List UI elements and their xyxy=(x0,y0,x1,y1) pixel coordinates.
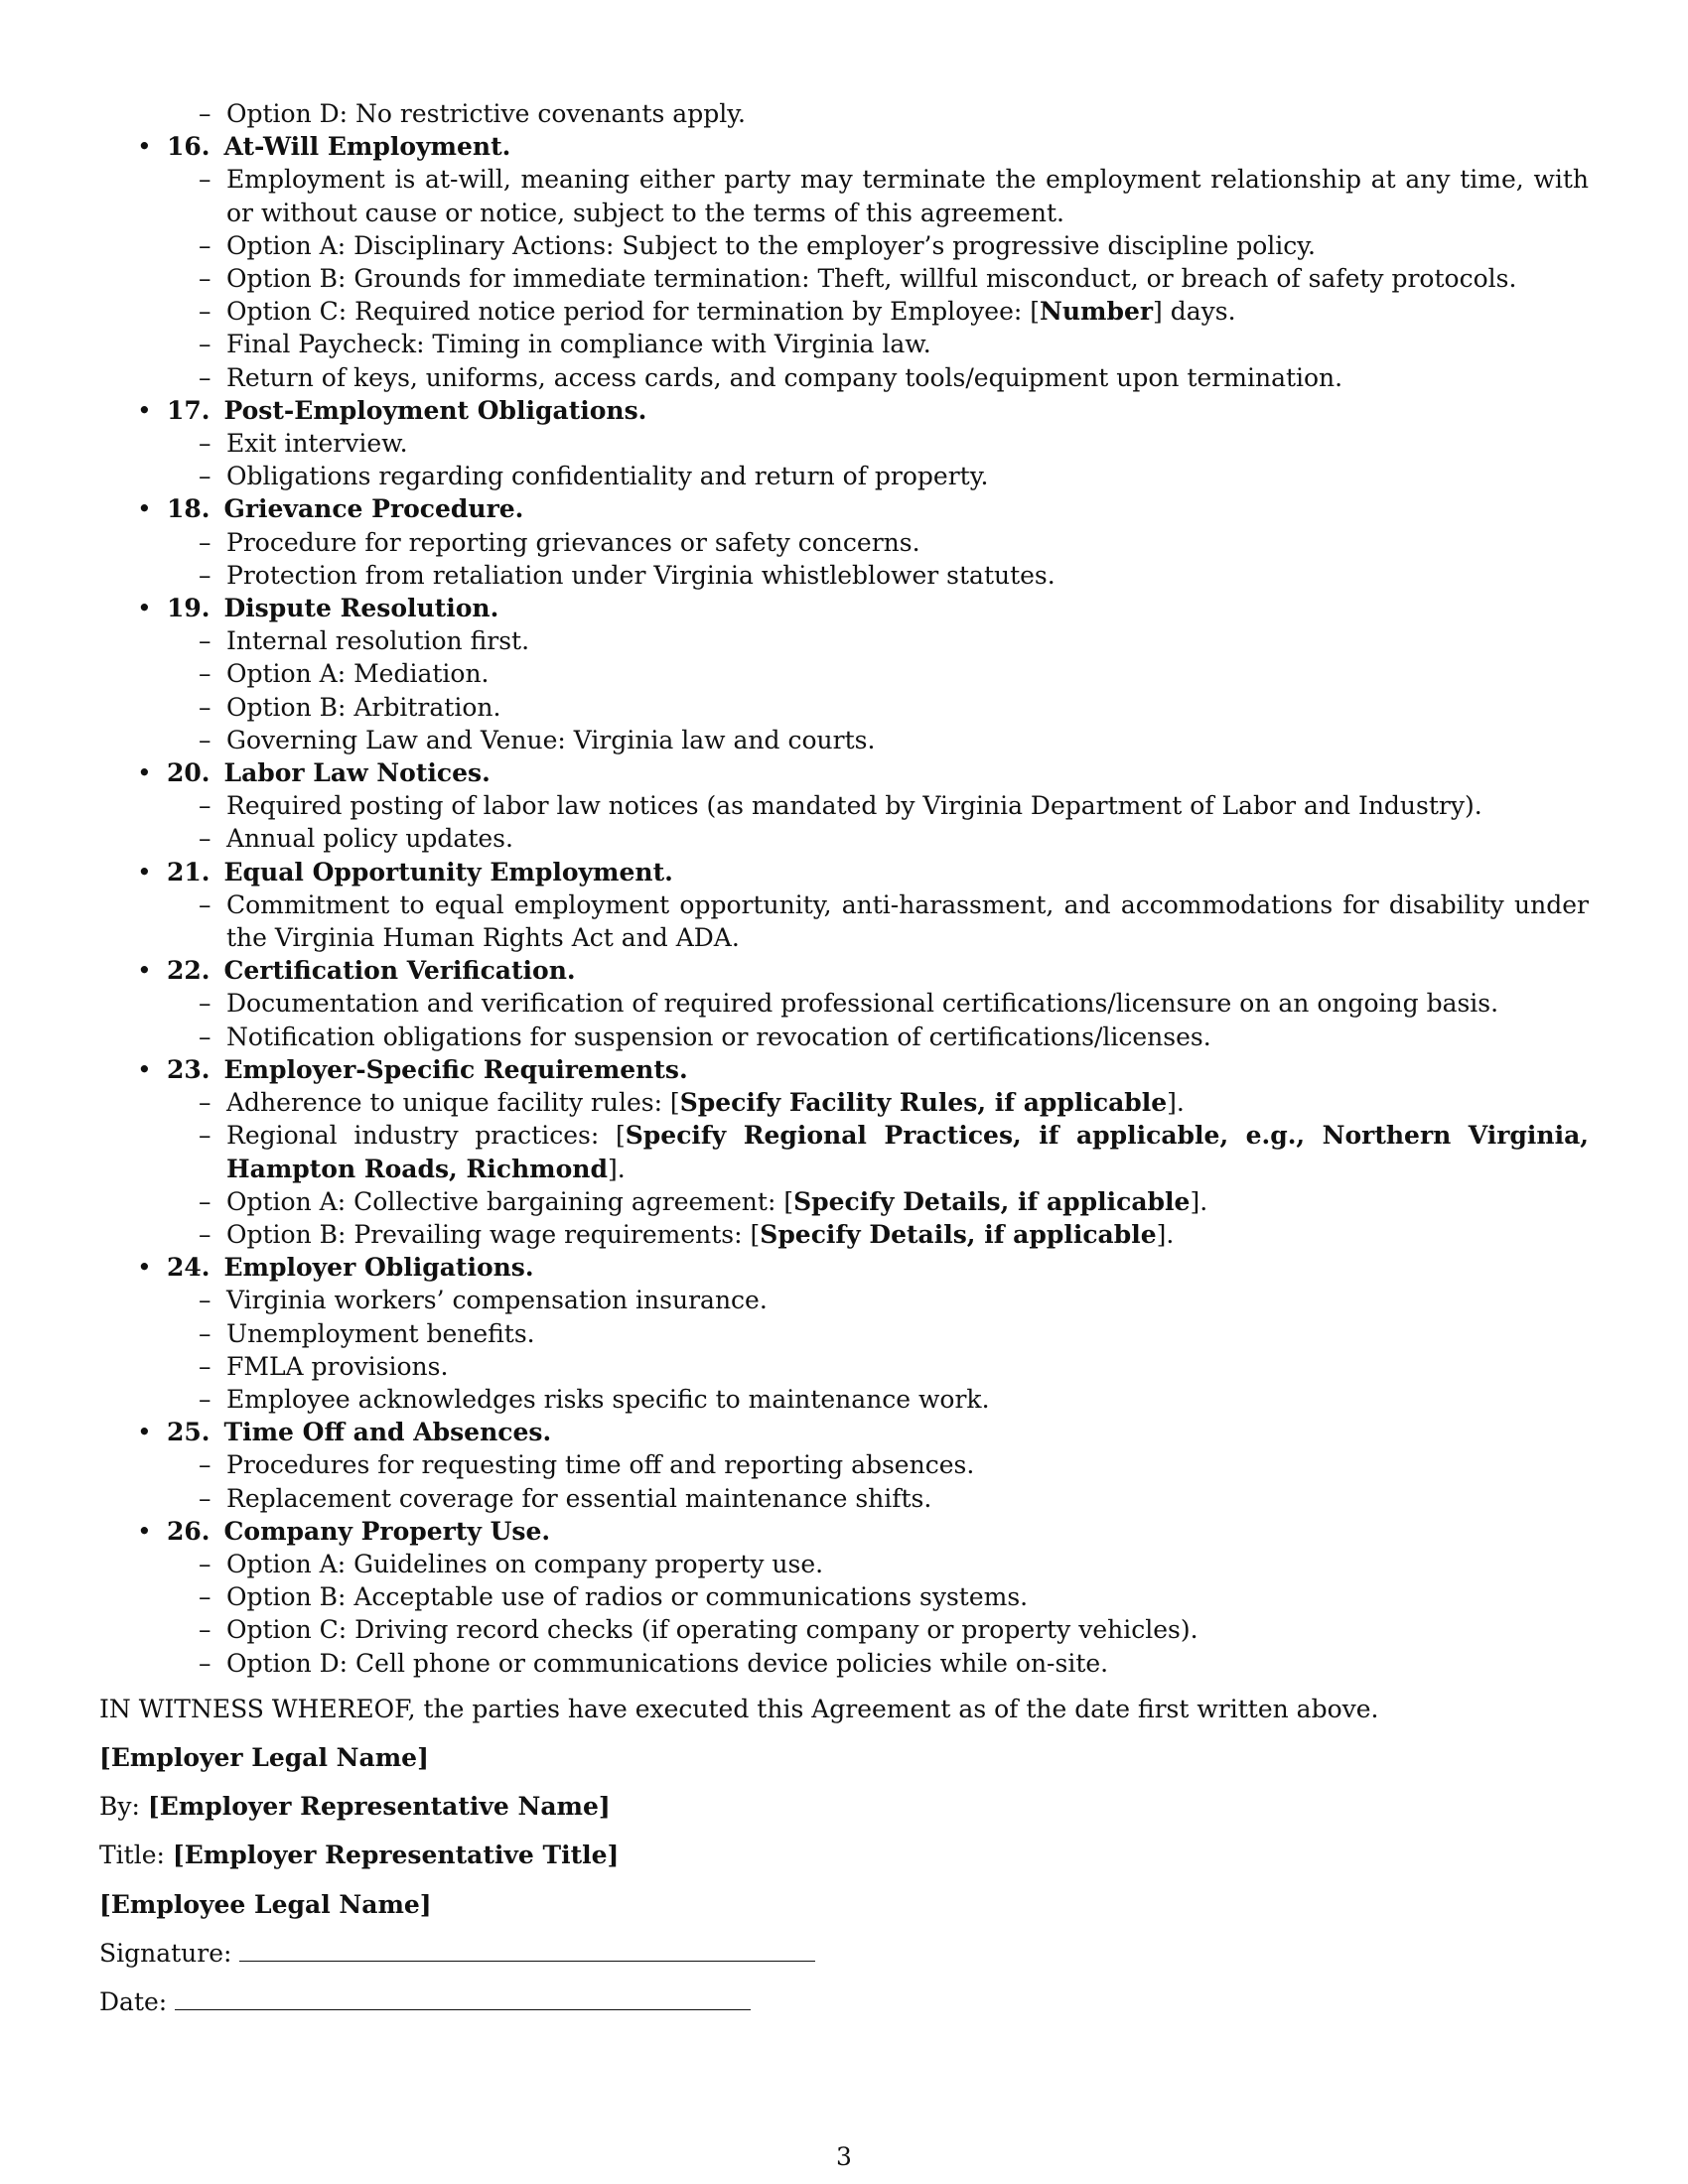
list-item: – Option B: Acceptable use of radios or communications systems. xyxy=(167,1580,1589,1613)
section-number: 24. xyxy=(167,1253,211,1283)
section-heading xyxy=(167,1053,1589,1086)
section-title: Employer-Specific Requirements. xyxy=(223,1054,688,1084)
list-item: – Option D: Cell phone or communications device policies while on-site. xyxy=(167,1647,1589,1680)
section-26 xyxy=(99,1515,1589,1680)
section-items xyxy=(167,526,1589,592)
item-text: Option C: Required notice period for termination by Employee: [ xyxy=(226,297,1040,327)
section-number: 20. xyxy=(167,758,211,788)
section-23 xyxy=(99,1053,1589,1251)
item-text-end: ]. xyxy=(1156,1219,1175,1249)
section-title: Equal Opportunity Employment. xyxy=(223,857,673,887)
section-number: 23. xyxy=(167,1054,211,1084)
section-items xyxy=(167,1086,1589,1251)
placeholder-field: Number xyxy=(1040,297,1154,327)
placeholder-field: Specify Details, if applicable xyxy=(760,1219,1157,1249)
section-number: 17. xyxy=(167,395,211,425)
section-number: 25. xyxy=(167,1418,211,1447)
employer-name: [Employer Legal Name] xyxy=(99,1742,429,1772)
page-number: 3 xyxy=(836,2142,852,2171)
section-22 xyxy=(99,954,1589,1053)
item-text: Adherence to unique facility rules: [ xyxy=(226,1088,680,1118)
section-number: 21. xyxy=(167,857,211,887)
section-items xyxy=(167,789,1589,855)
list-item: – Final Paycheck: Timing in compliance with Virginia law. xyxy=(167,328,1589,360)
section-heading xyxy=(167,130,1589,163)
section-title: Post-Employment Obligations. xyxy=(223,395,647,425)
document-page xyxy=(99,97,1589,2018)
section-heading xyxy=(167,492,1589,525)
item-text: Option B: Prevailing wage requirements: [ xyxy=(226,1219,761,1249)
section-number: 16. xyxy=(167,132,211,162)
list-item: – Option A: Disciplinary Actions: Subject to the employer’s progressive discipline policy. xyxy=(167,229,1589,262)
item-text: Regional industry practices: [ xyxy=(226,1121,626,1151)
witness-block xyxy=(99,1693,1589,2018)
list-item: – Procedures for requesting time off and reporting absences. xyxy=(167,1448,1589,1481)
signature-row xyxy=(99,1937,1589,1970)
list-item: – Employment is at-will, meaning either party may terminate the employment relationship at any time, with or without cause or notice, subject to the terms of this agreement. xyxy=(167,163,1589,228)
list-item: – Option B: Grounds for immediate termination: Theft, willful misconduct, or breach of safety protocols. xyxy=(167,262,1589,295)
section-title: At-Will Employment. xyxy=(223,132,511,162)
section-heading xyxy=(167,756,1589,789)
section-title: Grievance Procedure. xyxy=(223,494,524,524)
section-21 xyxy=(99,856,1589,955)
list-item: – Required posting of labor law notices (as mandated by Virginia Department of Labor and Industry). xyxy=(167,789,1589,822)
section-18 xyxy=(99,492,1589,592)
section-title: Time Off and Absences. xyxy=(223,1418,552,1447)
section-number: 18. xyxy=(167,494,211,524)
placeholder-field: Specify Facility Rules, if applicable xyxy=(679,1088,1168,1118)
witness-statement: IN WITNESS WHEREOF, the parties have executed this Agreement as of the date first written above. xyxy=(99,1694,1379,1723)
section-heading xyxy=(167,394,1589,427)
continuation-item: – Option D: No restrictive covenants apply. xyxy=(99,97,1589,130)
section-heading xyxy=(167,1515,1589,1548)
date-line[interactable] xyxy=(175,1987,751,2010)
section-title: Employer Obligations. xyxy=(223,1253,534,1283)
list-item: – Procedure for reporting grievances or safety concerns. xyxy=(167,526,1589,559)
list-item: – Annual policy updates. xyxy=(167,822,1589,855)
section-20 xyxy=(99,756,1589,856)
list-item: – Unemployment benefits. xyxy=(167,1317,1589,1350)
section-17 xyxy=(99,394,1589,493)
employee-name: [Employee Legal Name] xyxy=(99,1889,432,1919)
title-value: [Employer Representative Title] xyxy=(172,1841,620,1870)
placeholder-field: Specify Details, if applicable xyxy=(793,1186,1191,1216)
section-items xyxy=(167,163,1589,393)
list-item: – Option C: Driving record checks (if operating company or property vehicles). xyxy=(167,1613,1589,1646)
section-title: Dispute Resolution. xyxy=(223,594,499,623)
by-value: [Employer Representative Name] xyxy=(147,1792,611,1822)
section-title: Company Property Use. xyxy=(223,1516,551,1546)
list-item: – Documentation and verification of required professional certifications/licensure on an ongoing basis. xyxy=(167,987,1589,1020)
section-number: 22. xyxy=(167,956,211,986)
employer-representative xyxy=(99,1790,1589,1823)
item-text-end: ] days. xyxy=(1153,297,1236,327)
section-heading xyxy=(167,1416,1589,1448)
date-row xyxy=(99,1985,1589,2018)
section-number: 19. xyxy=(167,594,211,623)
section-items xyxy=(167,1548,1589,1680)
placeholder-field: Specify Regional Practices, if applicable, e.g., Northern Virginia, Hampton Roads, Richmond xyxy=(226,1121,1589,1183)
list-item xyxy=(167,295,1589,328)
list-item: – Governing Law and Venue: Virginia law and courts. xyxy=(167,724,1589,756)
item-text-end: ]. xyxy=(607,1154,626,1183)
list-item: – Option B: Arbitration. xyxy=(167,691,1589,724)
section-items xyxy=(167,888,1589,954)
list-item xyxy=(167,1119,1589,1184)
list-item: – Commitment to equal employment opportunity, anti-harassment, and accommodations for disability under the Virginia Human Rights Act and ADA. xyxy=(167,888,1589,954)
list-item: – Notification obligations for suspension or revocation of certifications/licenses. xyxy=(167,1021,1589,1053)
list-item xyxy=(167,1086,1589,1119)
list-item: – Protection from retaliation under Virginia whistleblower statutes. xyxy=(167,559,1589,592)
section-16 xyxy=(99,130,1589,394)
section-title: Certification Verification. xyxy=(223,956,576,986)
section-items xyxy=(167,624,1589,756)
employer-title xyxy=(99,1839,1589,1871)
section-items xyxy=(167,427,1589,492)
list-item: – Exit interview. xyxy=(167,427,1589,460)
date-label: Date: xyxy=(99,1986,168,2016)
section-items xyxy=(167,1448,1589,1514)
list-item: – FMLA provisions. xyxy=(167,1350,1589,1383)
list-item: – Option A: Mediation. xyxy=(167,657,1589,690)
item-text-end: ]. xyxy=(1167,1088,1185,1118)
section-heading xyxy=(167,1251,1589,1284)
list-item: – Return of keys, uniforms, access cards, and company tools/equipment upon termination. xyxy=(167,361,1589,394)
section-list xyxy=(99,130,1589,1680)
section-heading xyxy=(167,954,1589,987)
section-24 xyxy=(99,1251,1589,1416)
list-item: – Obligations regarding confidentiality and return of property. xyxy=(167,460,1589,492)
section-number: 26. xyxy=(167,1516,211,1546)
section-heading xyxy=(167,592,1589,624)
section-25 xyxy=(99,1416,1589,1515)
section-19 xyxy=(99,592,1589,756)
list-item: – Replacement coverage for essential maintenance shifts. xyxy=(167,1482,1589,1515)
section-items xyxy=(167,987,1589,1052)
item-text: Option A: Collective bargaining agreement: [ xyxy=(226,1186,794,1216)
list-item: – Employee acknowledges risks specific to maintenance work. xyxy=(167,1383,1589,1416)
list-item: – Option A: Guidelines on company property use. xyxy=(167,1548,1589,1580)
signature-label: Signature: xyxy=(99,1938,232,1968)
section-items xyxy=(167,1284,1589,1416)
section-heading xyxy=(167,856,1589,888)
item-text-end: ]. xyxy=(1190,1186,1208,1216)
signature-line[interactable] xyxy=(239,1939,815,1962)
list-item xyxy=(167,1218,1589,1251)
list-item xyxy=(167,1185,1589,1218)
by-label: By: xyxy=(99,1792,140,1822)
title-label: Title: xyxy=(99,1841,165,1870)
section-title: Labor Law Notices. xyxy=(223,758,491,788)
list-item: – Internal resolution first. xyxy=(167,624,1589,657)
list-item: – Virginia workers’ compensation insurance. xyxy=(167,1284,1589,1316)
